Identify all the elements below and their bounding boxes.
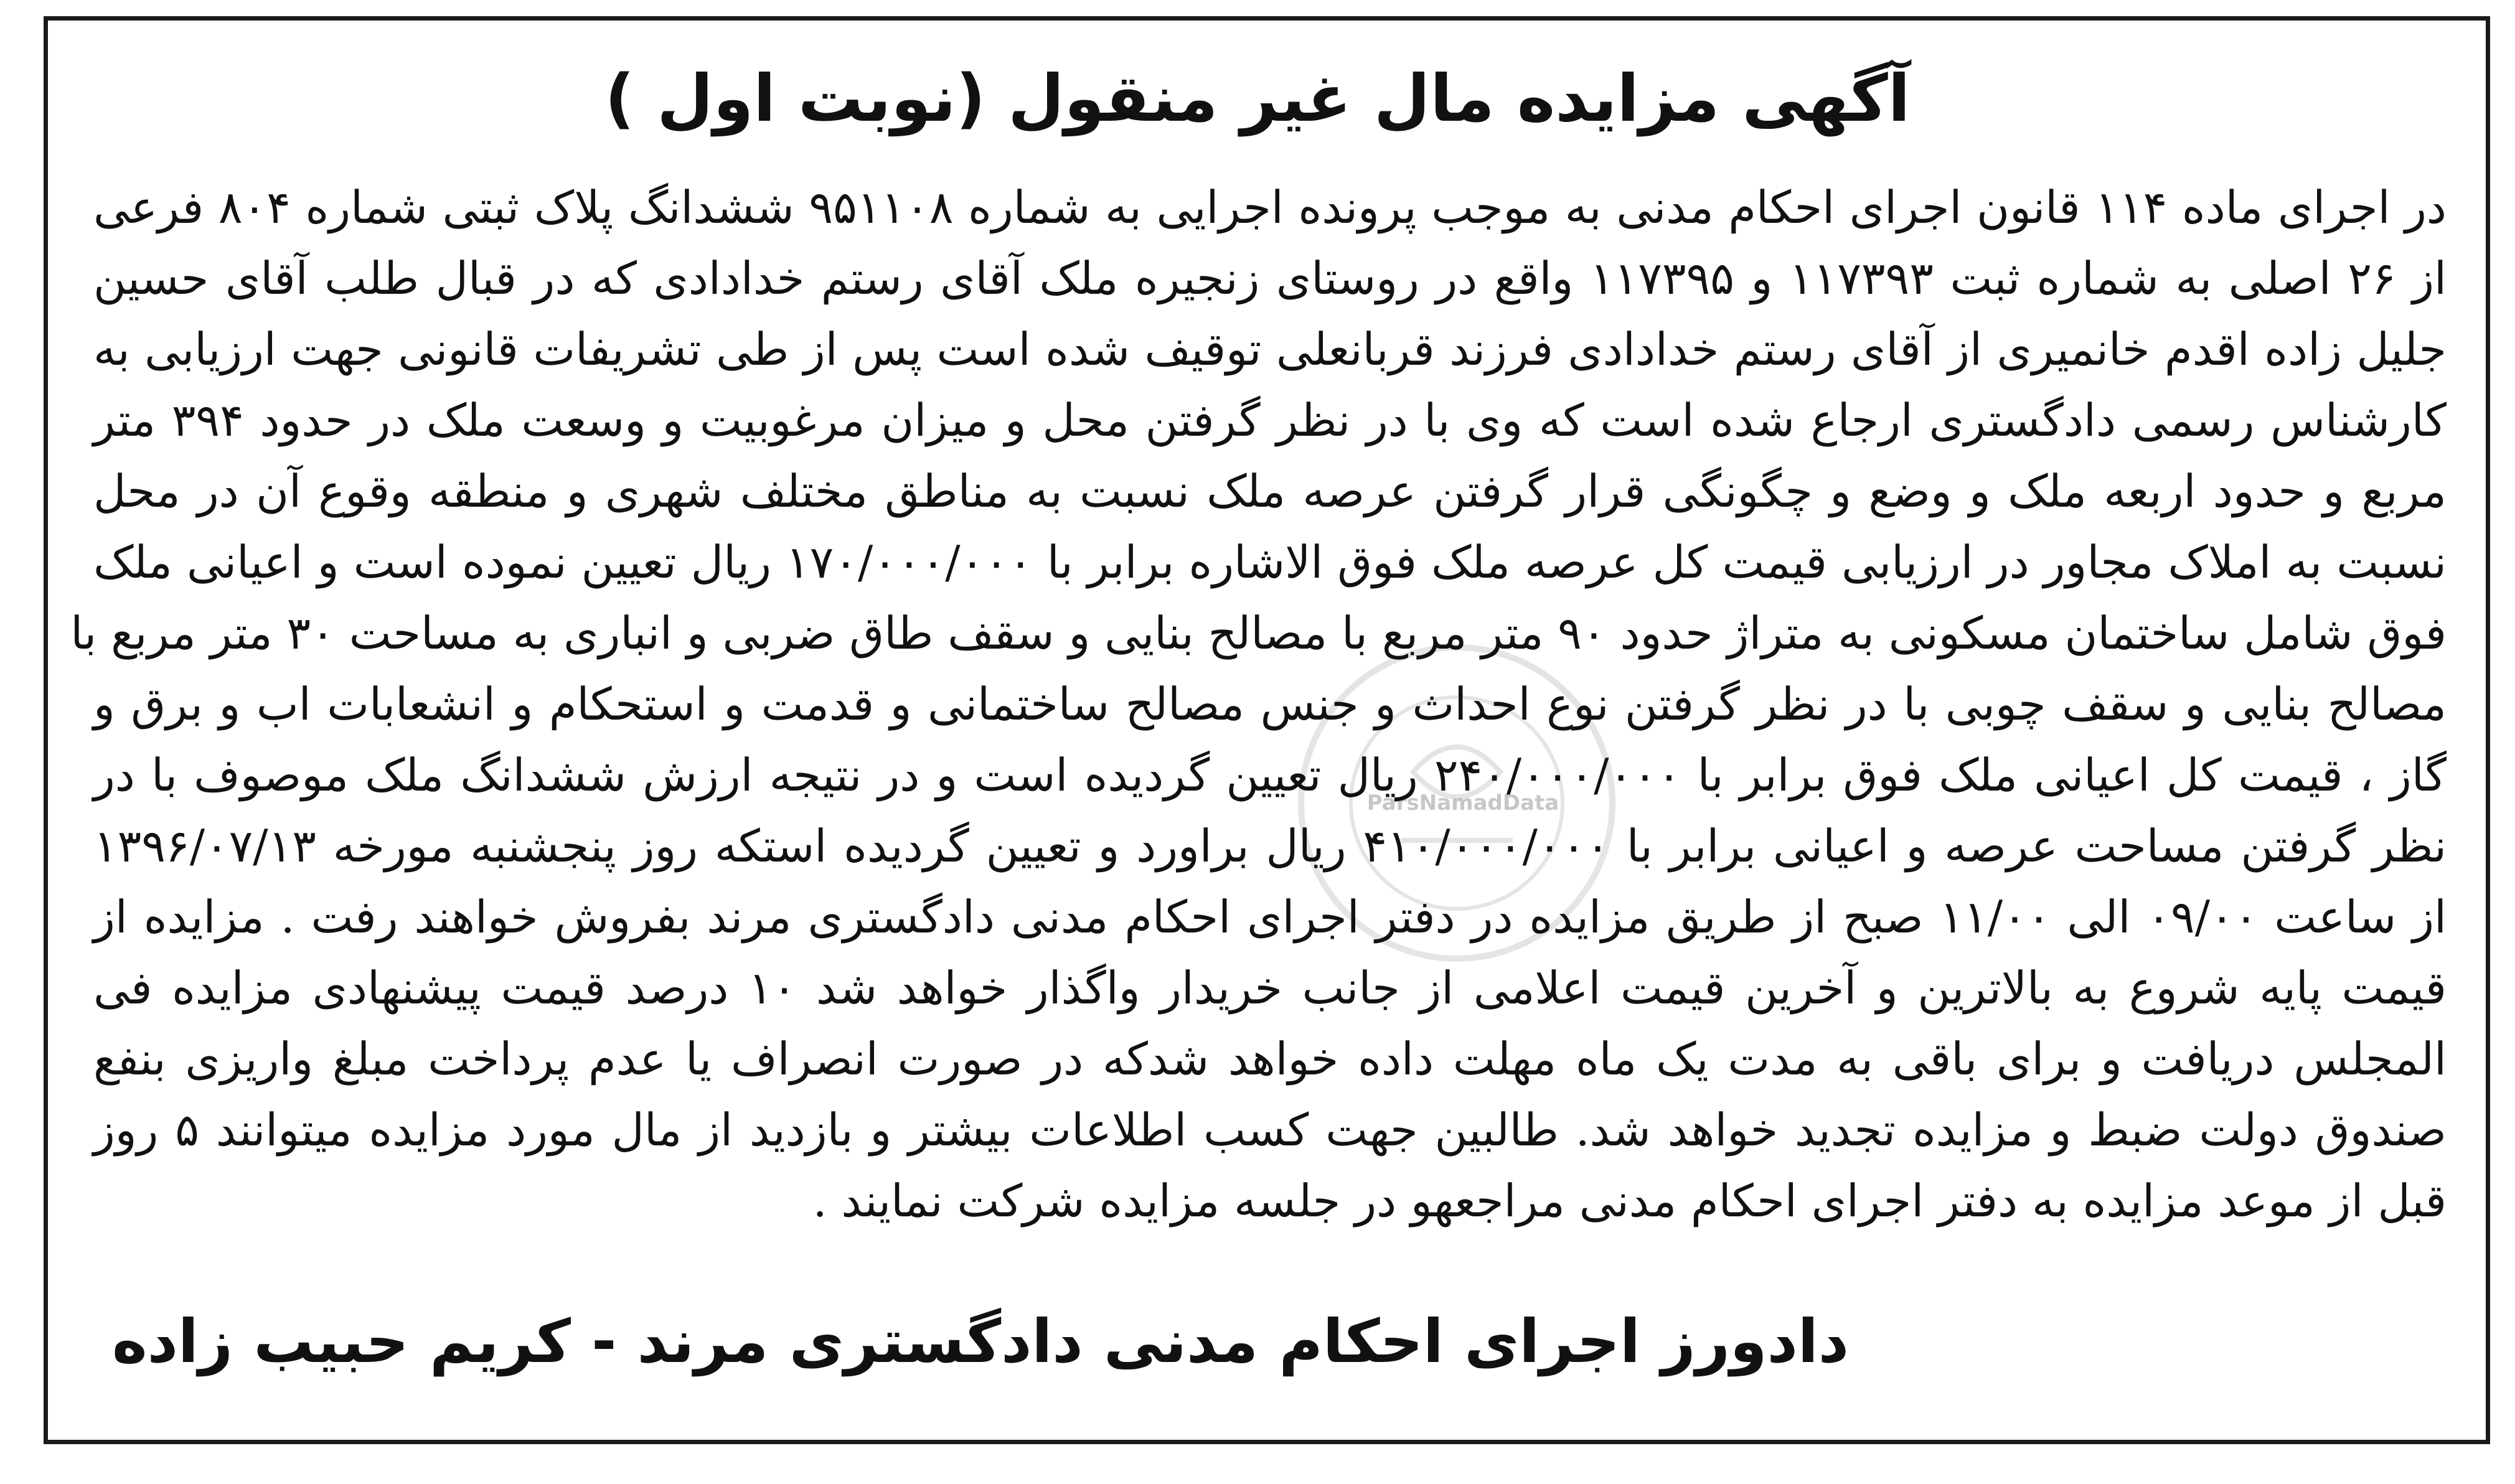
body-line: صندوق دولت ضبط و مزایده تجدید خواهد شد. طالبین جهت کسب اطلاعات بیشتر و بازدید از مال مورد مزایده میتوانند ۵ روز (93, 1104, 2447, 1156)
body-line: مربع و حدود اربعه ملک و وضع و چگونگی قرار گرفتن عرصه ملک نسبت به مناطق مختلف شهری و منطقه وقوع آن در محل (93, 465, 2447, 517)
body-line: کارشناس رسمی دادگستری ارجاع شده است که وی با در نظر گرفتن محل و میزان مرغوبیت و وسعت ملک در حدود ۳۹۴ متر (93, 394, 2447, 446)
body-line: نسبت به املاک مجاور در ارزیابی قیمت کل عرصه ملک فوق الاشاره برابر با ۱۷۰/۰۰۰/۰۰۰ ریال تعیین نموده است و اعیانی ملک (93, 536, 2447, 588)
body-line: در اجرای ماده ۱۱۴ قانون اجرای احکام مدنی به موجب پرونده اجرایی به شماره ۹۵۱۱۰۸ ششدانگ پلاک ثبتی شماره ۸۰۴ فرعی (93, 181, 2447, 233)
body-line: مصالح بنایی و سقف چوبی با در نظر گرفتن نوع احداث و جنس مصالح ساختمانی و قدمت و استحکام و انشعابات اب و برق و (93, 678, 2447, 730)
body-line: المجلس دریافت و برای باقی به مدت یک ماه مهلت داده خواهد شدکه در صورت انصراف یا عدم پرداخت مبلغ واریزی بنفع (93, 1033, 2447, 1085)
body-line: نظر گرفتن مساحت عرصه و اعیانی برابر با ۴۱۰/۰۰۰/۰۰۰ ریال براورد و تعیین گردیده استکه روز پنجشنبه مورخه ۱۳۹۶/۰۷/۱۳ (93, 820, 2447, 872)
notice-body (70, 172, 2447, 1236)
body-line: از ساعت ۰۹/۰۰ الی ۱۱/۰۰ صبح از طریق مزایده در دفتر اجرای احکام مدنی دادگستری مرند بفروش خواهند رفت . مزایده از (93, 891, 2447, 943)
signature: دادورز اجرای احکام مدنی دادگستری مرند - کریم حبیب زاده (111, 1307, 1849, 1376)
body-line: جلیل زاده اقدم خانمیری از آقای رستم خدادادی فرزند قربانعلی توقیف شده است پس از طی تشریفات قانونی جهت ارزیابی به (93, 323, 2447, 375)
body-line: قیمت پایه شروع به بالاترین و آخرین قیمت اعلامی از جانب خریدار واگذار خواهد شد ۱۰ درصد قیمت پیشنهادی مزایده فی (93, 962, 2447, 1014)
body-line: قبل از موعد مزایده به دفتر اجرای احکام مدنی مراجعهو در جلسه مزایده شرکت نمایند . (812, 1175, 2447, 1227)
body-line: گاز ، قیمت کل اعیانی ملک فوق برابر با ۲۴۰/۰۰۰/۰۰۰ ریال تعیین گردیده است و در نتیجه ارزش ششدانگ ملک موصوف با در (93, 749, 2447, 801)
body-line: از ۲۶ اصلی به شماره ثبت ۱۱۷۳۹۳ و ۱۱۷۳۹۵ واقع در روستای زنجیره ملک آقای رستم خدادادی که در قبال طلب آقای حسین (93, 252, 2447, 304)
body-line: فوق شامل ساختمان مسکونی به متراژ حدود ۹۰ متر مربع با مصالح بنایی و سقف طاق ضربی و انباری به مساحت ۳۰ متر مربع با (70, 607, 2447, 659)
notice-title: آگهی مزایده مال غیر منقول (نوبت اول ) (604, 60, 1911, 136)
watermark-label: ParsNamadData (1366, 791, 1559, 815)
